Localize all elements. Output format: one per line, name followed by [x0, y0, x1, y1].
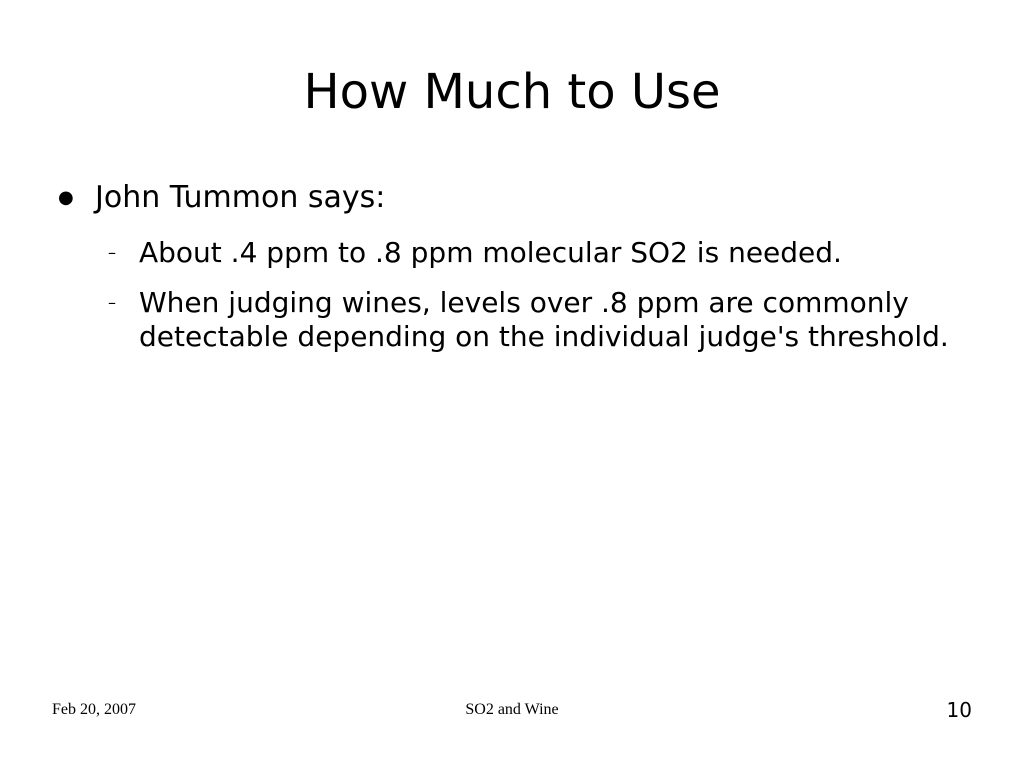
footer-title: SO2 and Wine	[465, 701, 559, 718]
slide-title: How Much to Use	[303, 64, 721, 120]
sub-bullet-text: About .4 ppm to .8 ppm molecular SO2 is needed.	[139, 236, 842, 269]
page-number: 10	[946, 698, 972, 722]
sub-bullet-list	[108, 236, 968, 370]
footer-date: Feb 20, 2007	[52, 701, 136, 718]
sub-bullet-text: When judging wines, levels over .8 ppm are commonly detectable depending on the individual judge's threshold.	[139, 286, 949, 353]
bullet-marker: ●	[58, 187, 74, 208]
sub-bullet-marker: –	[108, 293, 116, 312]
sub-bullet-item	[108, 236, 968, 270]
bullet-text: John Tummon says:	[95, 180, 386, 215]
sub-bullet-marker: –	[108, 243, 116, 262]
sub-bullet-item	[108, 286, 968, 354]
